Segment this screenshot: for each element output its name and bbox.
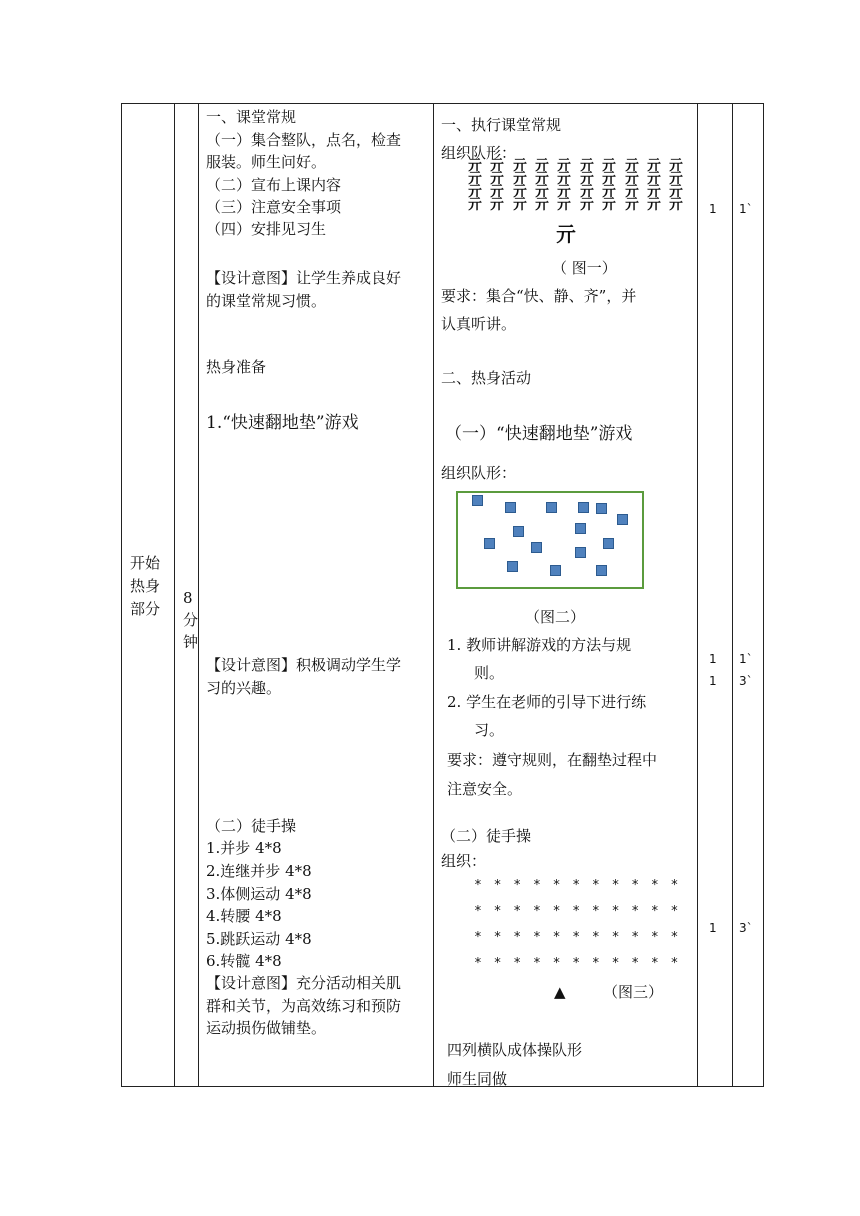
design-intent: 【设计意图】积极调动学生学 <box>206 656 402 674</box>
person-icon: 亓 <box>602 184 616 200</box>
design-intent: 【设计意图】让学生养成良好 <box>206 269 402 287</box>
exercise-item: 4.转腰 4*8 <box>206 907 282 925</box>
section-name-line: 热身 <box>130 577 161 595</box>
org-game-title: （一）“快速翻地垫”游戏 <box>445 424 633 444</box>
student-row: * * * * * * * * * * * <box>474 878 681 893</box>
person-icon: 亓 <box>468 158 482 174</box>
person-icon: 亓 <box>580 184 594 200</box>
person-icon: 亓 <box>580 158 594 174</box>
game-step: 2. 学生在老师的引导下进行练 <box>447 693 647 711</box>
count-value: 1 <box>709 202 717 216</box>
person-icon: 亓 <box>535 184 549 200</box>
person-icon: 亓 <box>535 197 549 213</box>
section-name-line: 开始 <box>130 554 161 572</box>
mat-square-icon <box>603 538 614 549</box>
mat-square-icon <box>550 565 561 576</box>
person-icon: 亓 <box>513 184 527 200</box>
exercise-item: 1.并步 4*8 <box>206 839 282 857</box>
mat-square-icon <box>472 495 483 506</box>
mat-square-icon <box>505 502 516 513</box>
design-intent: 的课堂常规习惯。 <box>206 292 327 310</box>
duration-value: 3` <box>739 674 753 688</box>
student-row: * * * * * * * * * * * <box>474 930 681 945</box>
person-icon: 亓 <box>535 171 549 187</box>
column-divider <box>697 104 698 1086</box>
person-icon: 亓 <box>602 197 616 213</box>
person-icon: 亓 <box>580 197 594 213</box>
exercise-item: 6.转髋 4*8 <box>206 952 282 970</box>
figure1-caption: （ 图一） <box>552 259 617 277</box>
routine-item: （二）宣布上课内容 <box>206 176 342 194</box>
column-divider <box>198 104 199 1086</box>
teacher-person-icon: 亓 <box>556 222 576 246</box>
warmup-title: 热身准备 <box>206 358 267 376</box>
person-icon: 亓 <box>669 171 683 187</box>
column-divider <box>174 104 175 1086</box>
exercise-item: 2.连继并步 4*8 <box>206 862 312 880</box>
duration-value: 1` <box>739 202 753 216</box>
person-icon: 亓 <box>647 197 661 213</box>
person-icon: 亓 <box>602 158 616 174</box>
person-icon: 亓 <box>513 158 527 174</box>
count-value: 1 <box>709 921 717 935</box>
org-warmup-title: 二、热身活动 <box>441 369 532 387</box>
person-icon: 亓 <box>490 171 504 187</box>
routine-item: （三）注意安全事项 <box>206 198 342 216</box>
section-time-line: 8 <box>183 589 193 607</box>
game-title: 1.“快速翻地垫”游戏 <box>206 413 359 433</box>
student-row: * * * * * * * * * * * <box>474 904 681 919</box>
person-icon: 亓 <box>647 171 661 187</box>
duration-value: 3` <box>739 921 753 935</box>
mat-square-icon <box>596 565 607 576</box>
game-step: 习。 <box>474 721 505 739</box>
exercise-item: 5.跳跃运动 4*8 <box>206 930 312 948</box>
student-row: * * * * * * * * * * * <box>474 956 681 971</box>
org-routine-title: 一、执行课堂常规 <box>441 116 562 134</box>
person-icon: 亓 <box>647 184 661 200</box>
org-exercise-title: （二）徒手操 <box>441 827 532 845</box>
column-divider <box>732 104 733 1086</box>
mat-square-icon <box>531 542 542 553</box>
mat-square-icon <box>507 561 518 572</box>
column-divider <box>433 104 434 1086</box>
exercise-item: 3.体侧运动 4*8 <box>206 885 312 903</box>
design-intent: 运动损伤做铺垫。 <box>206 1019 327 1037</box>
routine-item: （四）安排见习生 <box>206 220 327 238</box>
mat-square-icon <box>575 523 586 534</box>
routine-item: （一）集合整队，点名，检查 <box>206 131 402 149</box>
formation-label: 组织队形： <box>441 464 517 482</box>
person-icon: 亓 <box>647 158 661 174</box>
requirement: 注意安全。 <box>447 780 523 798</box>
person-icon: 亓 <box>669 184 683 200</box>
duration-value: 1` <box>739 652 753 666</box>
person-icon: 亓 <box>580 171 594 187</box>
count-value: 1 <box>709 674 717 688</box>
person-icon: 亓 <box>490 184 504 200</box>
game-step: 则。 <box>474 664 505 682</box>
person-icon: 亓 <box>625 197 639 213</box>
person-icon: 亓 <box>625 171 639 187</box>
person-icon: 亓 <box>557 171 571 187</box>
mat-square-icon <box>513 526 524 537</box>
person-icon: 亓 <box>602 171 616 187</box>
design-intent: 习的兴趣。 <box>206 679 282 697</box>
design-intent: 【设计意图】充分活动相关肌 <box>206 974 402 992</box>
figure2-caption: （图二） <box>525 608 586 626</box>
figure3-caption: （图三） <box>603 983 664 1001</box>
routine-title: 一、课堂常规 <box>206 108 297 126</box>
formation-note: 四列横队成体操队形 <box>447 1041 583 1059</box>
routine-item: 服装。师生问好。 <box>206 153 327 171</box>
person-icon: 亓 <box>557 184 571 200</box>
person-icon: 亓 <box>669 158 683 174</box>
mat-square-icon <box>617 514 628 525</box>
mat-square-icon <box>575 547 586 558</box>
exercise-title: （二）徒手操 <box>206 817 297 835</box>
person-icon: 亓 <box>468 184 482 200</box>
person-icon: 亓 <box>468 197 482 213</box>
person-icon: 亓 <box>625 184 639 200</box>
requirement: 要求：集合“快、静、齐”，并 <box>441 287 637 305</box>
teacher-marker: ▲ <box>554 983 566 1001</box>
section-name-line: 部分 <box>130 600 161 618</box>
person-icon: 亓 <box>535 158 549 174</box>
mat-square-icon <box>596 503 607 514</box>
game-step: 1. 教师讲解游戏的方法与规 <box>447 636 632 654</box>
person-icon: 亓 <box>513 197 527 213</box>
person-icon: 亓 <box>669 197 683 213</box>
formation-note: 师生同做 <box>447 1070 508 1088</box>
section-time-line: 钟 <box>183 633 199 651</box>
person-icon: 亓 <box>557 158 571 174</box>
person-icon: 亓 <box>468 171 482 187</box>
person-icon: 亓 <box>490 197 504 213</box>
person-icon: 亓 <box>513 171 527 187</box>
mat-square-icon <box>578 502 589 513</box>
requirement: 要求：遵守规则，在翻垫过程中 <box>447 751 658 769</box>
formation-label: 组织队形： <box>441 144 517 162</box>
count-value: 1 <box>709 652 717 666</box>
person-icon: 亓 <box>490 158 504 174</box>
org-label: 组织： <box>441 852 487 870</box>
section-time-line: 分 <box>183 611 199 629</box>
person-icon: 亓 <box>557 197 571 213</box>
mat-square-icon <box>546 502 557 513</box>
requirement: 认真听讲。 <box>441 315 517 333</box>
person-icon: 亓 <box>625 158 639 174</box>
design-intent: 群和关节，为高效练习和预防 <box>206 997 402 1015</box>
mat-square-icon <box>484 538 495 549</box>
